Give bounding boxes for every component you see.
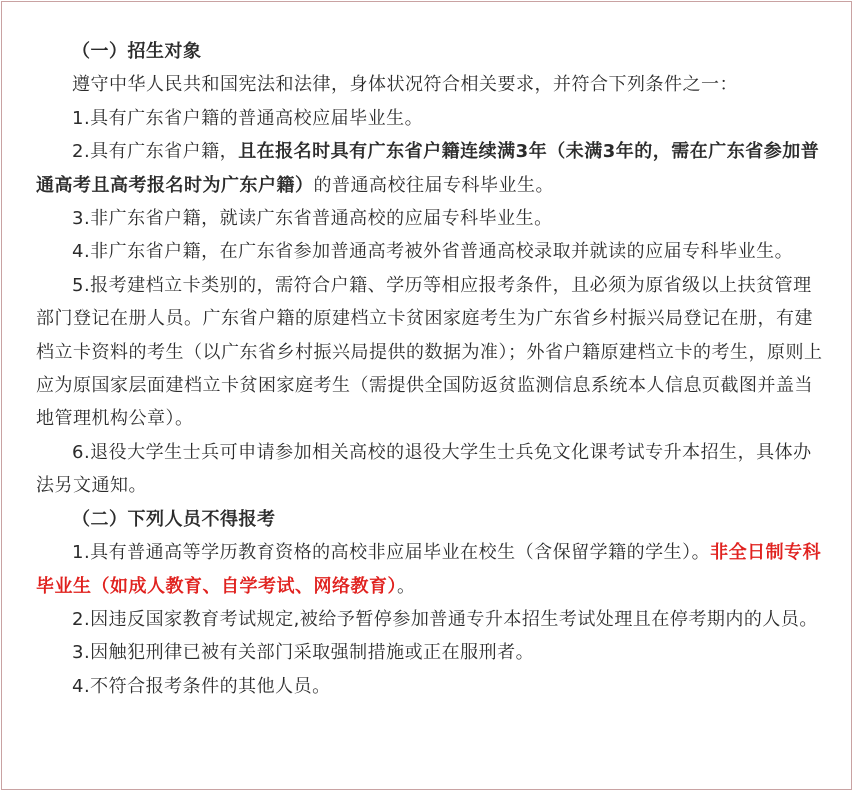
section-1-item-4: 4.非广东省户籍，在广东省参加普通高考被外省普通高校录取并就读的应届专科毕业生。 [72,241,794,263]
section-2-item-1 [36,536,827,603]
section-2-item-1-red-highlight: 非全日制专科毕业生（如成人教育、自学考试、网络教育） [36,542,822,597]
section-1-heading: （一）招生对象 [72,41,202,62]
section-1-item-3: 3.非广东省户籍，就读广东省普通高校的应届专科毕业生。 [72,208,553,230]
section-1-item-6: 6.退役大学生士兵可申请参加相关高校的退役大学生士兵免文化课考试专升本招生，具体办法另文通知。 [36,441,812,497]
item-2-suffix: 的普通高校往届专科毕业生。 [313,174,554,196]
section-2-item-4: 4.不符合报考条件的其他人员。 [72,675,331,697]
section-2-heading: （二）下列人员不得报考 [72,508,276,530]
item-2-prefix: 2.具有广东省户籍， [72,141,239,163]
section-1-intro: 遵守中华人民共和国宪法和法律，身体状况符合相关要求，并符合下列条件之一： [72,74,738,96]
section-2-item-1-suffix: 。 [397,575,416,597]
section-1-item-5: 5.报考建档立卡类别的，需符合户籍、学历等相应报考条件，且必须为原省级以上扶贫管理部门登记在册人员。广东省户籍的原建档立卡贫困家庭考生为广东省乡村振兴局登记在册，有建档立卡资料的考生（以广东省乡村振兴局提供的数据为准）；外省户籍原建档立卡的考生，原则上应为原国家层面建档立卡贫困家庭考生（需提供全国防返贫监测信息系统本人信息页截图并盖当地管理机构公章）。 [36,274,823,430]
section-1-item-1: 1.具有广东省户籍的普通高校应届毕业生。 [72,107,424,129]
section-1-item-2 [36,135,827,202]
item-2-bold-condition: 且在报名时具有广东省户籍连续满3年（未满3年的，需在广东省参加普通高考且高考报名时为广东户籍） [36,141,820,196]
section-2-item-2: 2.因违反国家教育考试规定,被给予暂停参加普通专升本招生考试处理且在停考期内的人员。 [72,608,818,630]
section-2-item-1-prefix: 1.具有普通高等学历教育资格的高校非应届毕业在校生（含保留学籍的学生）。 [72,542,711,564]
document-body [36,35,827,703]
section-2-item-3: 3.因触犯刑律已被有关部门采取强制措施或正在服刑者。 [72,642,535,664]
